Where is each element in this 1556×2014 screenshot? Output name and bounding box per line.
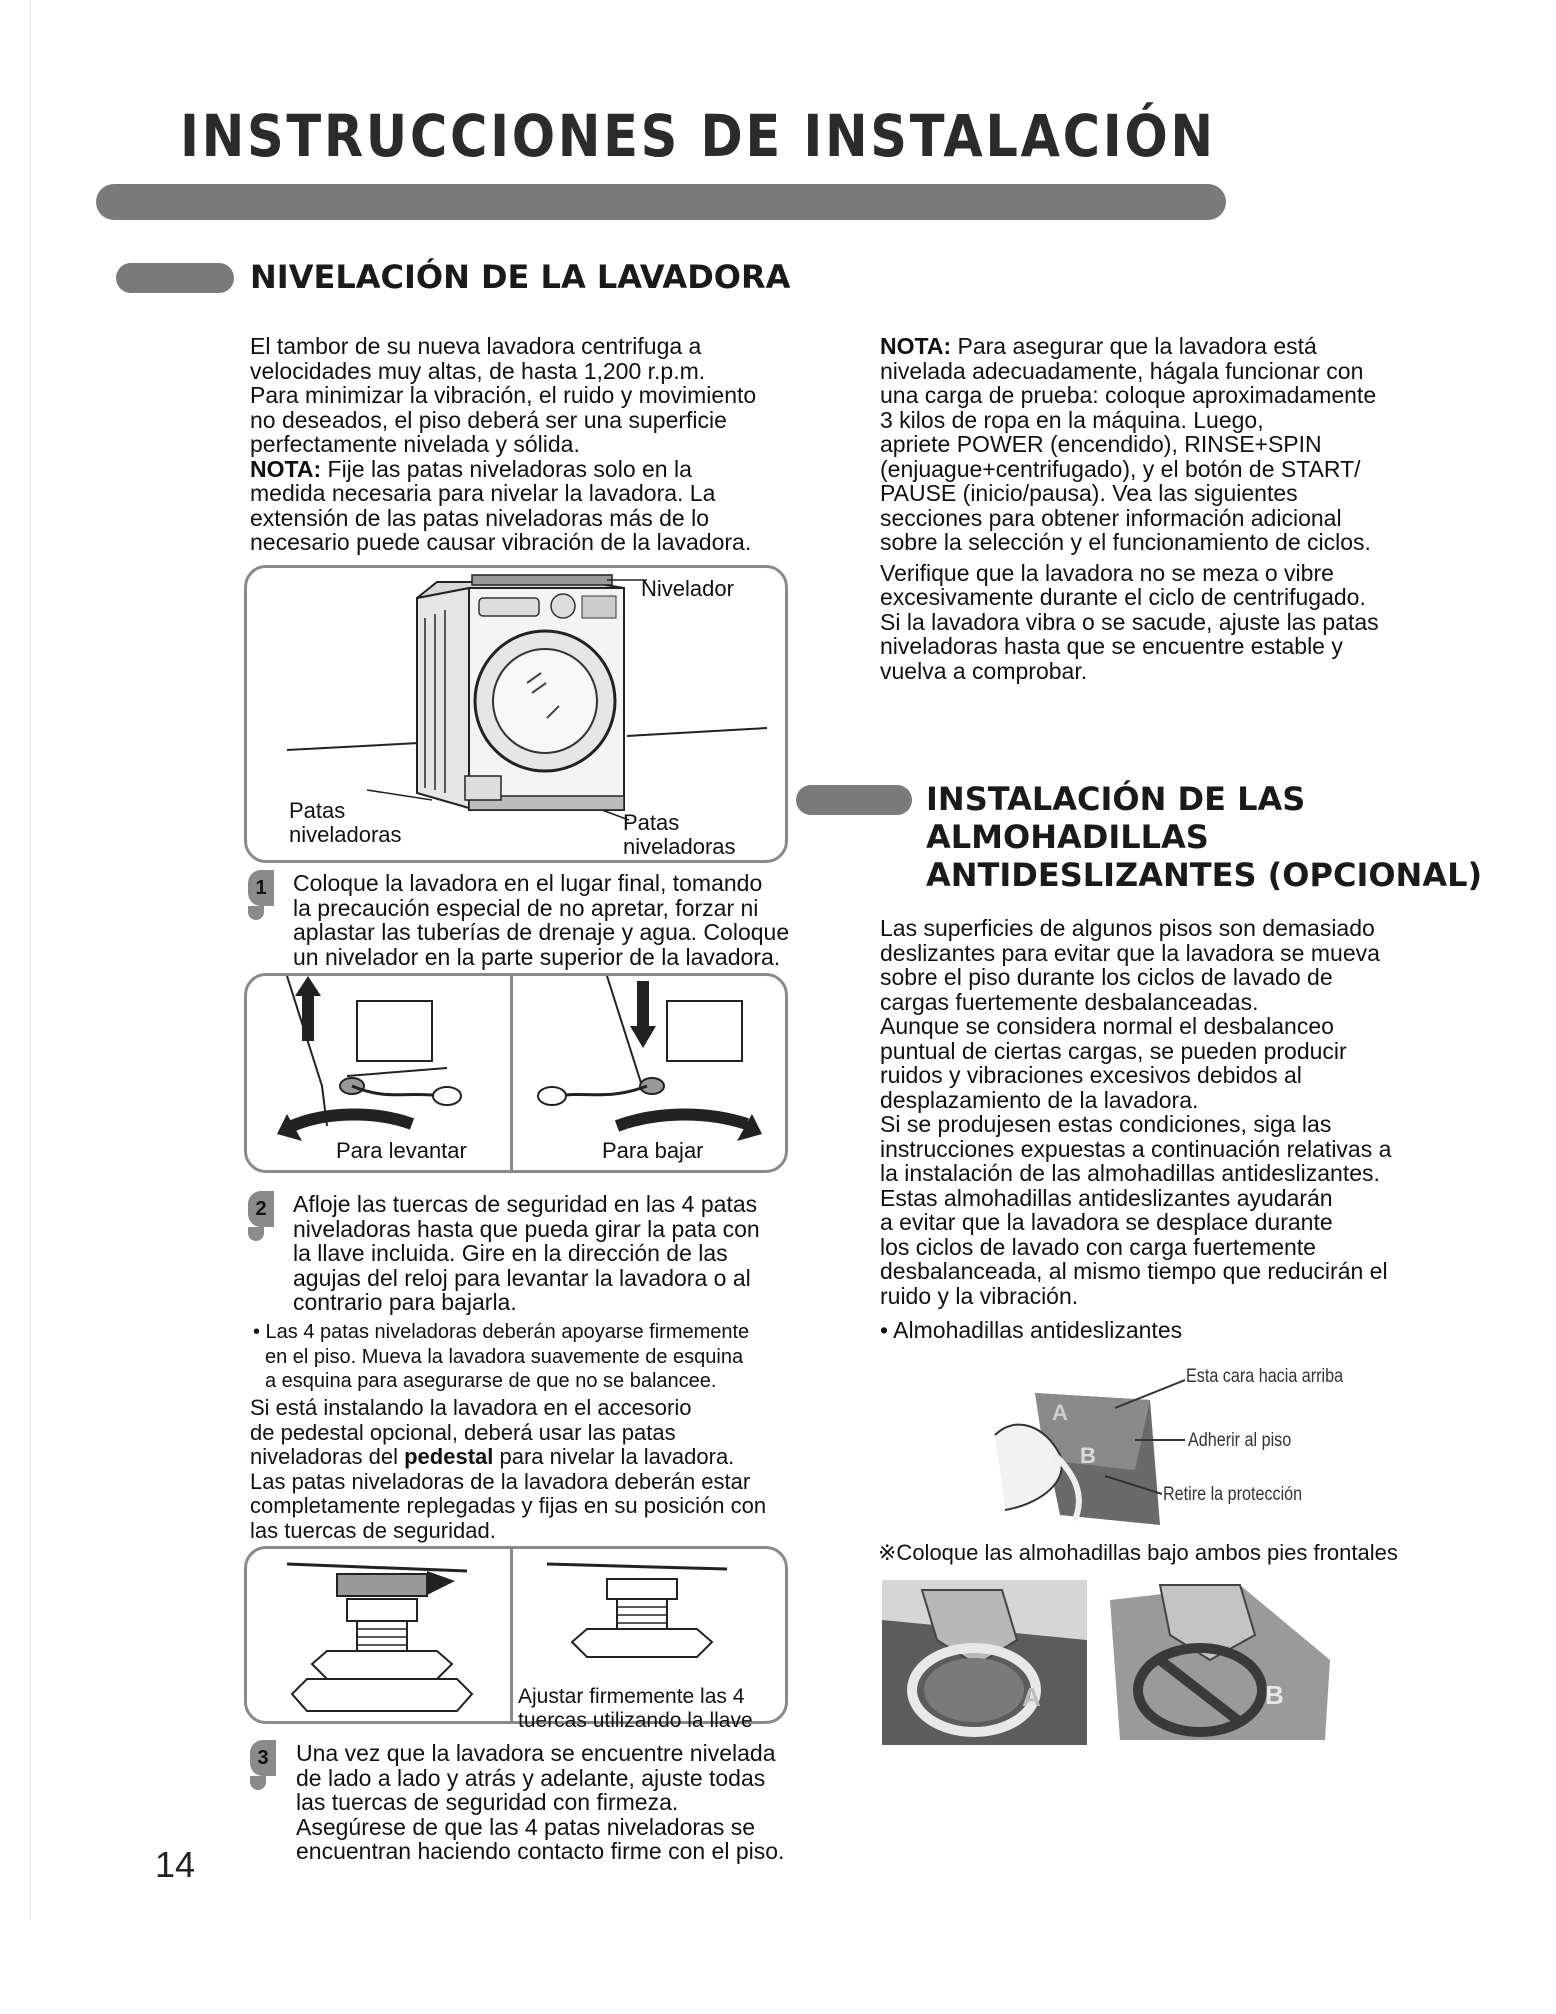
pedestal-line (250, 1445, 830, 1470)
pedestal-line: completamente replegadas y fijas en su posición con (250, 1493, 767, 1518)
nota-line: extensión de las patas niveladoras más de lo (250, 504, 710, 531)
pads-line: desbalanceada, al mismo tiempo que reducirán el (880, 1258, 1388, 1284)
title-rule-bar (96, 184, 1226, 220)
pad-side-a: A (1052, 1400, 1068, 1425)
bullet-line: a esquina para asegurarse de que no se balancee. (265, 1370, 717, 1392)
verify-line: excesivamente durante el ciclo de centrifugado. (880, 584, 1366, 610)
step-1-line: aplastar las tuberías de drenaje y agua. Coloque (293, 919, 790, 945)
note-label: NOTA: (880, 333, 952, 359)
leveler-label: Nivelador (641, 576, 734, 601)
pedestal-text-pre: niveladoras del (250, 1444, 405, 1469)
pads-line: Estas almohadillas antideslizantes ayudarán (880, 1184, 1333, 1211)
pads-line: Las superficies de algunos pisos son demasiado (880, 915, 1375, 941)
step-3-line: las tuercas de seguridad con firmeza. (296, 1789, 679, 1815)
leveling-bullet (253, 1320, 813, 1394)
lower-label: Para bajar (602, 1138, 704, 1163)
feet-label-right-1: Patas (623, 810, 680, 835)
pads-heading-line: ALMOHADILLAS (926, 818, 1209, 856)
note-line (880, 334, 1440, 359)
bullet-line: en el piso. Mueva la lavadora suavemente de esquina (265, 1345, 744, 1368)
note-line: secciones para obtener información adicional (880, 504, 1342, 531)
locknut-label-2: tuercas utilizando la llave (518, 1709, 753, 1732)
pad-remove-label: Retire la protección (1163, 1484, 1303, 1505)
pads-line: la instalación de las almohadillas antideslizantes. (880, 1160, 1380, 1186)
step-3-text (296, 1741, 836, 1864)
correct-placement-illustration (882, 1580, 1087, 1745)
page-number: 14 (155, 1844, 196, 1885)
intro-line: perfectamente nivelada y sólida. (250, 431, 580, 457)
pads-line: los ciclos de lavado con carga fuertemente (880, 1233, 1316, 1260)
pads-heading (926, 780, 1482, 894)
note-text: Para asegurar que la lavadora está (951, 333, 1317, 359)
step-1-line: un nivelador en la parte superior de la lavadora. (293, 943, 781, 970)
pedestal-line: Si está instalando la lavadora en el accesorio (250, 1395, 692, 1420)
pad-side-b: B (1080, 1443, 1096, 1468)
feet-label-left-1: Patas (289, 798, 346, 823)
bullet-line: • Las 4 patas niveladoras deberán apoyarse firmemente (253, 1321, 750, 1343)
pads-line: puntual de ciertas cargas, se pueden producir (880, 1037, 1347, 1064)
photo-b-label: B (1265, 1680, 1284, 1710)
pedestal-line: las tuercas de seguridad. (250, 1517, 496, 1543)
step-2-line: contrario para bajarla. (293, 1289, 517, 1315)
step-3-line: Asegúrese de que las 4 patas niveladoras se (296, 1813, 756, 1840)
page-margin-rule (30, 0, 31, 1920)
intro-line: velocidades muy altas, de hasta 1,200 r.p.m. (250, 357, 706, 384)
note-line: PAUSE (inicio/pausa). Vea las siguientes (880, 480, 1298, 506)
leveling-intro (250, 334, 830, 555)
pedestal-bold: pedestal (404, 1444, 494, 1469)
note-line: apriete POWER (encendido), RINSE+SPIN (880, 431, 1322, 457)
pads-heading-line: INSTALACIÓN DE LAS (926, 780, 1306, 818)
intro-line: no deseados, el piso deberá ser una superficie (250, 406, 727, 433)
locknut-label-1: Ajustar firmemente las 4 (518, 1685, 745, 1708)
nota-label: NOTA: (250, 455, 322, 482)
step-1-line: la precaución especial de no apretar, forzar ni (293, 894, 759, 921)
raise-lower-illustration (247, 976, 785, 1170)
pads-line: sobre el piso durante los ciclos de lavado de (880, 964, 1333, 990)
pads-body (880, 916, 1460, 1343)
verify-line: niveladoras hasta que se encuentre estable y (880, 633, 1343, 659)
step-2-text (293, 1192, 833, 1315)
verify-line: vuelva a comprobar. (880, 657, 1088, 684)
right-note (880, 334, 1440, 683)
pads-line: instrucciones expuestas a continuación relativas a (880, 1135, 1392, 1162)
nota-line: medida necesaria para nivelar la lavadora. La (250, 480, 716, 506)
pads-footnote: ※Coloque las almohadillas bajo ambos pies frontales (878, 1540, 1398, 1565)
step-3-line: de lado a lado y atrás y adelante, ajuste todas (296, 1764, 766, 1791)
step-1-badge: 1 (248, 870, 274, 906)
step-2-line: Afloje las tuercas de seguridad en las 4 patas (293, 1191, 758, 1217)
step-2-badge: 2 (248, 1191, 274, 1227)
step-3-line: encuentran haciendo contacto firme con el piso. (296, 1838, 785, 1864)
nota-text: Fije las patas niveladoras solo en la (321, 455, 692, 482)
pads-bullet: • Almohadillas antideslizantes (880, 1317, 1183, 1343)
step-2-line: agujas del reloj para levantar la lavadora o al (293, 1264, 751, 1291)
pads-line: desplazamiento de la lavadora. (880, 1086, 1199, 1113)
nota-line (250, 457, 830, 482)
note-line: (enjuague+centrifugado), y el botón de START/ (880, 455, 1361, 482)
note-line: nivelada adecuadamente, hágala funcionar con (880, 357, 1364, 384)
feet-label-left-2: niveladoras (289, 822, 402, 847)
pad-photo-correct (882, 1580, 1087, 1745)
pads-line: cargas fuertemente desbalanceadas. (880, 988, 1259, 1015)
section-marker-pill (116, 263, 234, 293)
leveling-heading: NIVELACIÓN DE LA LAVADORA (250, 258, 791, 296)
intro-line: El tambor de su nueva lavadora centrifuga a (250, 333, 702, 359)
step-2-line: la llave incluida. Gire en la dirección de las (293, 1240, 728, 1266)
raise-label: Para levantar (336, 1138, 467, 1163)
pads-line: Aunque se considera normal el desbalanceo (880, 1013, 1334, 1039)
pedestal-line: Las patas niveladoras de la lavadora deberán estar (250, 1468, 751, 1494)
verify-line: Verifique que la lavadora no se meza o vibre (880, 559, 1334, 586)
pads-line: Si se produjesen estas condiciones, siga las (880, 1111, 1332, 1137)
step-1-line: Coloque la lavadora en el lugar final, tomando (293, 870, 763, 896)
pad-adhere-label: Adherir al piso (1188, 1430, 1292, 1451)
pads-line: deslizantes para evitar que la lavadora se mueva (880, 939, 1380, 966)
pedestal-text (250, 1396, 830, 1543)
nota-line: necesario puede causar vibración de la lavadora. (250, 529, 752, 555)
pedestal-text-post: para nivelar la lavadora. (493, 1444, 735, 1469)
verify-line: Si la lavadora vibra o se sacude, ajuste las patas (880, 608, 1379, 635)
note-line: 3 kilos de ropa en la máquina. Luego, (880, 406, 1264, 433)
pedestal-line: de pedestal opcional, deberá usar las patas (250, 1419, 676, 1445)
step-2-line: niveladoras hasta que pueda girar la pata con (293, 1215, 760, 1242)
pads-line: ruidos y vibraciones excesivos debidos al (880, 1062, 1302, 1088)
page-title: INSTRUCCIONES DE INSTALACIÓN (180, 102, 1216, 170)
feet-label-right-2: niveladoras (623, 834, 736, 859)
note-line: sobre la selección y el funcionamiento de ciclos. (880, 529, 1371, 555)
step-3-badge: 3 (250, 1740, 276, 1776)
pads-heading-line: ANTIDESLIZANTES (OPCIONAL) (926, 856, 1483, 894)
incorrect-placement-illustration (1100, 1580, 1340, 1745)
intro-line: Para minimizar la vibración, el ruido y movimiento (250, 382, 757, 408)
raise-lower-figure-panel (244, 973, 788, 1173)
section-marker-pill (796, 785, 912, 815)
step-3-line: Una vez que la lavadora se encuentre nivelada (296, 1740, 776, 1766)
photo-a-label: A (1022, 1682, 1041, 1712)
step-1-text (293, 871, 833, 969)
pads-line: a evitar que la lavadora se desplace durante (880, 1209, 1333, 1235)
pad-face-up-label: Esta cara hacia arriba (1186, 1366, 1344, 1387)
pad-photo-incorrect (1100, 1580, 1340, 1745)
pads-line: ruido y la vibración. (880, 1282, 1079, 1309)
note-line: una carga de prueba: coloque aproximadamente (880, 382, 1377, 408)
